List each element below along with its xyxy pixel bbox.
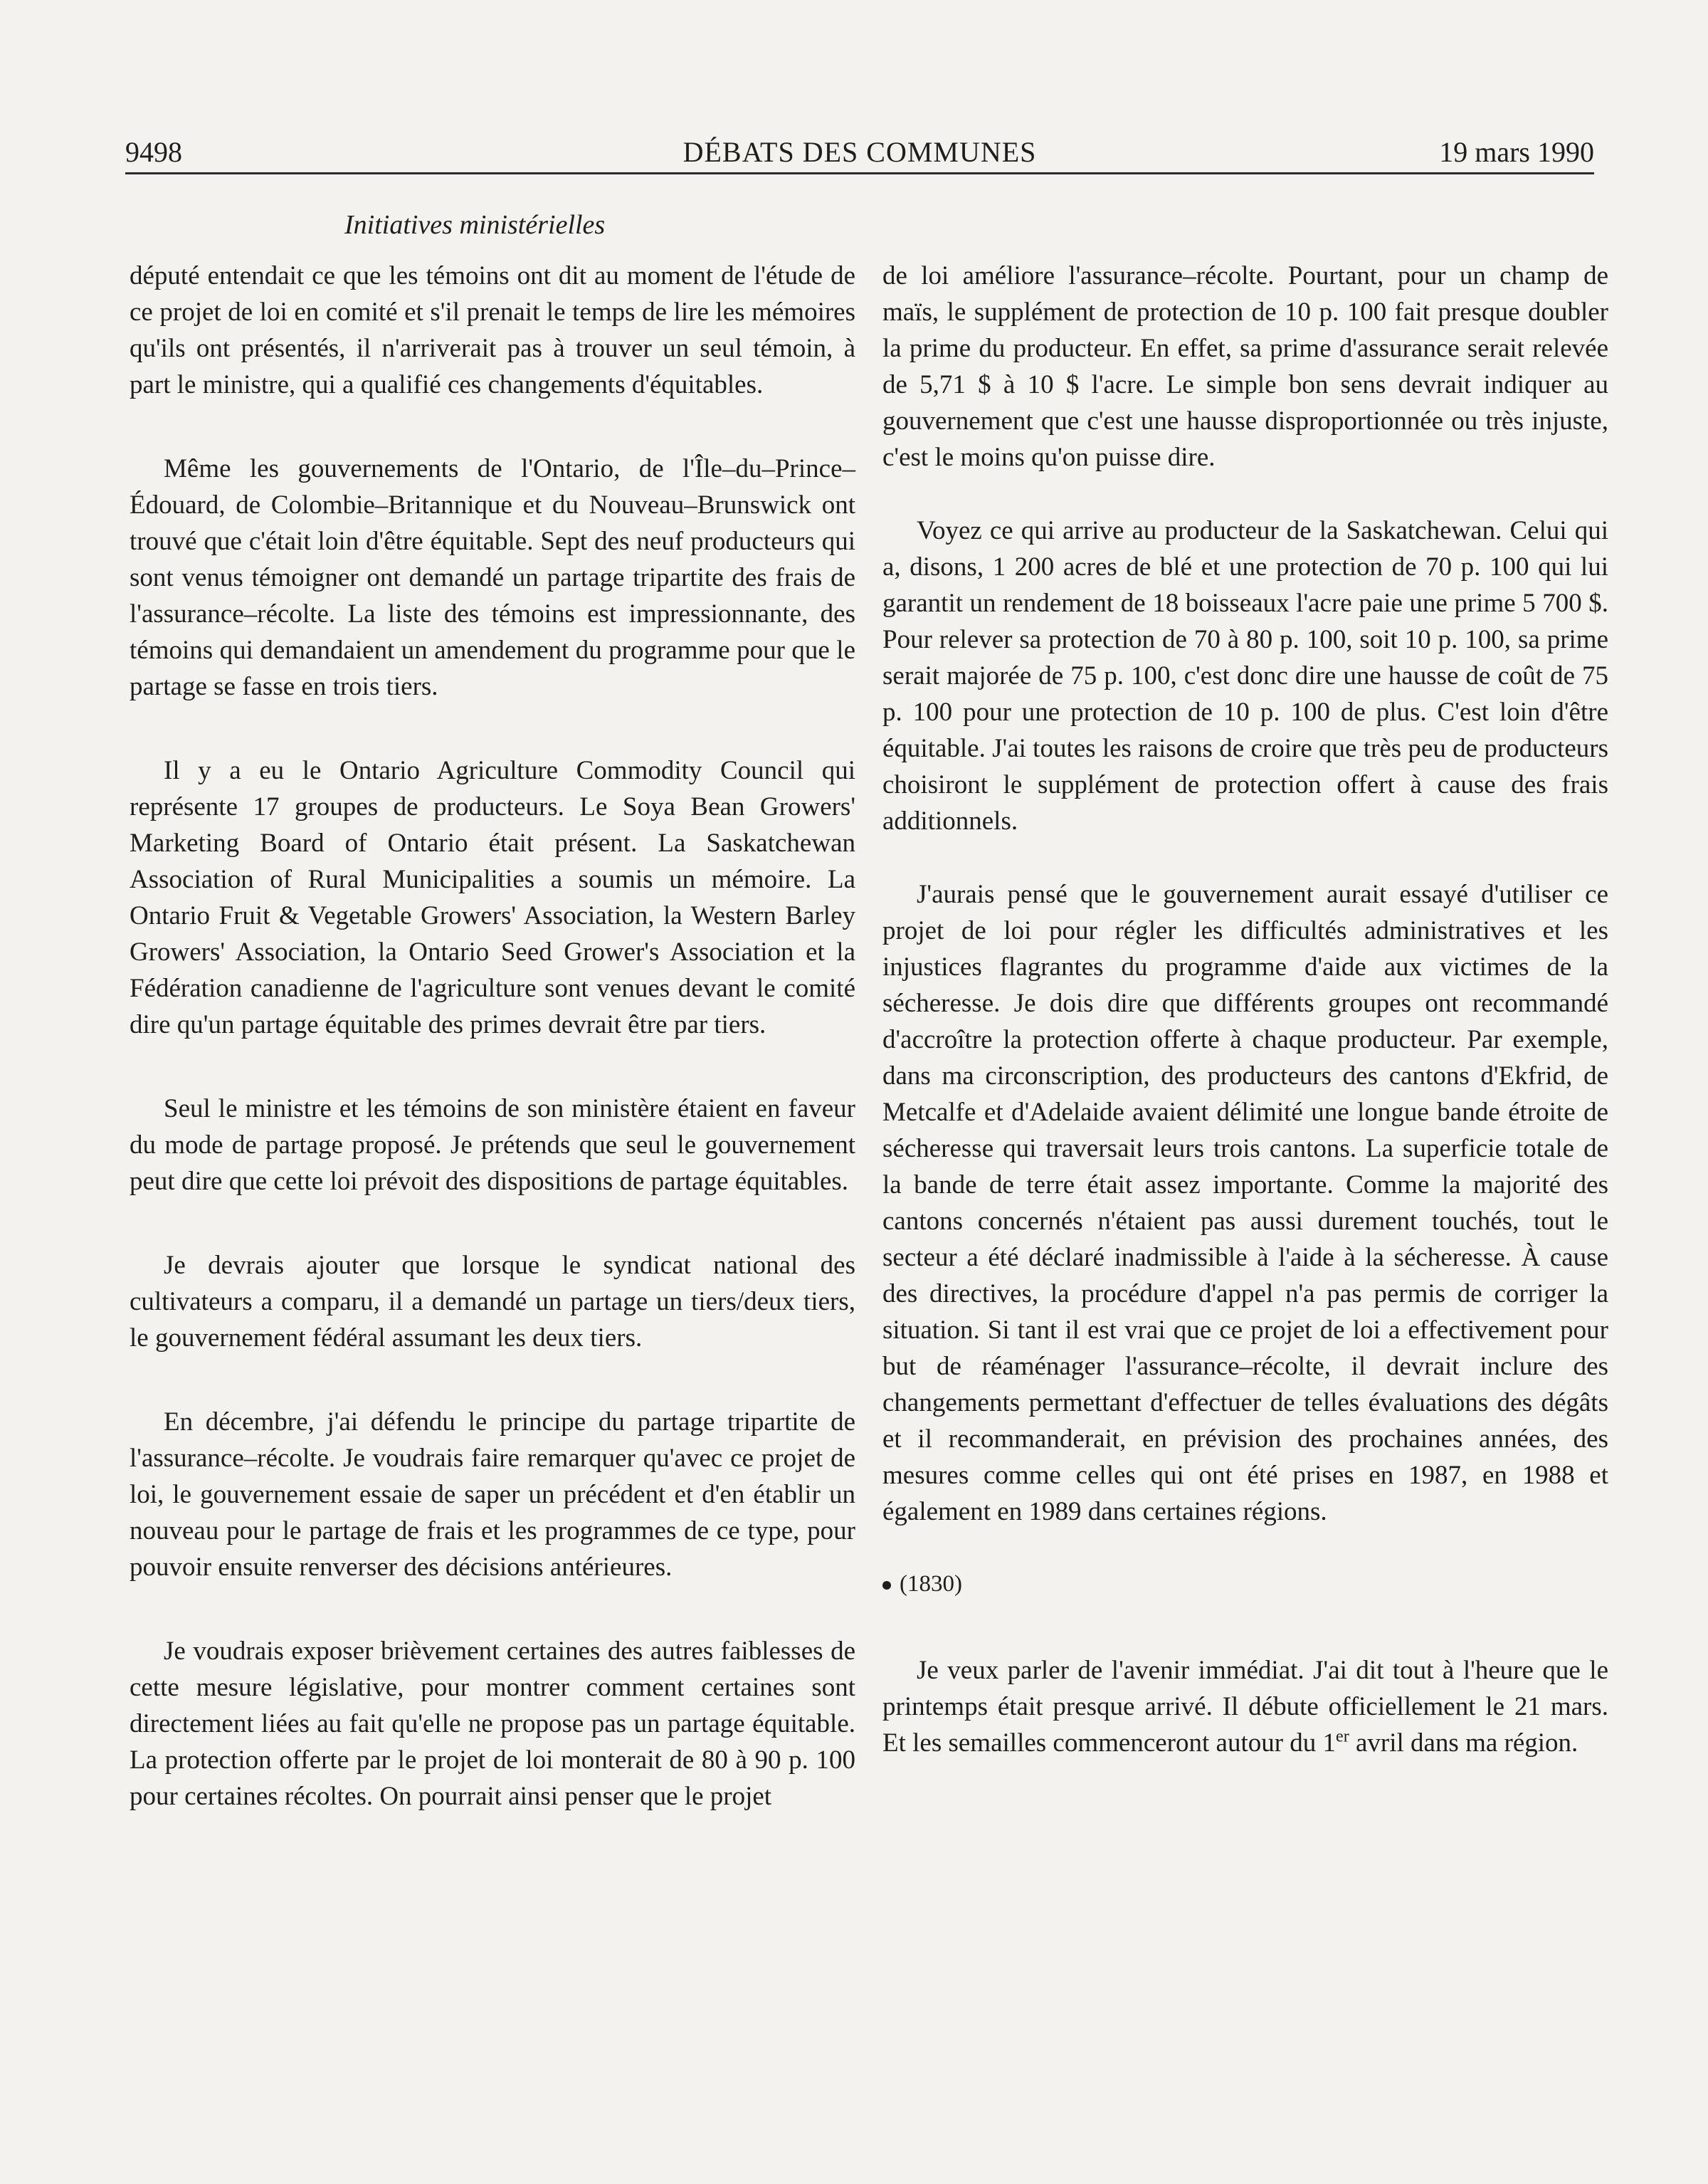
- paragraph: de loi améliore l'assurance–récolte. Pourtant, pour un champ de maïs, le supplément de protection de 10 p. 100 fait presque doubler la prime du producteur. En effet, sa prime d'assurance serait relevée de 5,71 $ à 10 $ l'acre. Le simple bon sens devrait indiquer au gouvernement que c'est une hausse disproportionnée ou très injuste, c'est le moins qu'on puisse dire.: [882, 261, 1608, 472]
- paragraph: Je voudrais exposer brièvement certaines des autres faiblesses de cette mesure législative, pour montrer comment certaines sont directement liées au fait qu'elle ne propose pas un partage équitable. La protection offerte par le projet de loi monterait de 80 à 90 p. 100 pour certaines récoltes. On pourrait ainsi penser que le projet: [130, 1637, 855, 1811]
- paragraph-text-end: avril dans ma région.: [1349, 1728, 1578, 1758]
- paragraph: député entendait ce que les témoins ont dit au moment de l'étude de ce projet de loi en comité et s'il prenait le temps de lire les mémoires qu'ils ont présentés, il n'arriverait pas à trouver un seul témoin, à part le ministre, qui a qualifié ces changements d'équitables.: [130, 261, 855, 399]
- page-header: [125, 132, 1594, 172]
- paragraph: Je devrais ajouter que lorsque le syndicat national des cultivateurs a comparu, il a demandé un partage un tiers/deux tiers, le gouvernement fédéral assumant les deux tiers.: [130, 1251, 855, 1353]
- ordinal-suffix: er: [1336, 1727, 1349, 1746]
- left-column: [130, 258, 855, 1815]
- bullet-icon: [882, 1581, 891, 1590]
- paragraph: Il y a eu le Ontario Agriculture Commodity Council qui représente 17 groupes de producteurs. Le Soya Bean Growers' Marketing Board of Ontario était présent. La Saskatchewan Association of Rural Municipalities a soumis un mémoire. La Ontario Fruit & Vegetable Growers' Association, la Western Barley Growers' Association, la Ontario Seed Grower's Association et la Fédération canadienne de l'agriculture sont venues devant le comité dire qu'un partage équitable des primes devrait être par tiers.: [130, 756, 855, 1039]
- paragraph: En décembre, j'ai défendu le principe du partage tripartite de l'assurance–récolte. Je voudrais faire remarquer qu'avec ce projet de loi, le gouvernement essaie de saper un précédent et d'en établir un nouveau pour le partage de frais et les programmes de ce type, pour pouvoir ensuite renverser des décisions antérieures.: [130, 1407, 855, 1582]
- right-column: [882, 258, 1608, 1761]
- paragraph: J'aurais pensé que le gouvernement aurait essayé d'utiliser ce projet de loi pour régler les difficultés administratives et les injustices flagrantes du programme d'aide aux victimes de la sécheresse. Je dois dire que différents groupes ont recommandé d'accroître la protection offerte à chaque producteur. Par exemple, dans ma circonscription, des producteurs des cantons d'Ekfrid, de Metcalfe et d'Adelaide avaient délimité une longue bande étroite de sécheresse qui traversait leurs trois cantons. La superficie totale de la bande de terre était assez importante. Comme la majorité des cantons concernés n'étaient pas aussi durement touchés, tout le secteur a été déclaré inadmissible à l'aide à la sécheresse. À cause des directives, la procédure d'appel n'a pas permis de corriger la situation. Si tant il est vrai que ce projet de loi a effectivement pour but de réaménager l'assurance–récolte, il devrait inclure des changements permettant d'effectuer de telles évaluations des dégâts et il recommanderait, en prévision des prochaines années, des mesures comme celles qui ont été prises en 1987, en 1988 et également en 1989 dans certaines régions.: [882, 880, 1608, 1526]
- time-marker: [882, 1567, 1608, 1601]
- paragraph: Seul le ministre et les témoins de son ministère étaient en faveur du mode de partage proposé. Je prétends que seul le gouvernement peut dire que cette loi prévoit des dispositions de partage équitables.: [130, 1094, 855, 1196]
- issue-date: 19 mars 1990: [1439, 136, 1594, 168]
- paragraph-text: Je veux parler de l'avenir immédiat. J'ai dit tout à l'heure que le printemps était presque arrivé. Il débute officiellement le 21 mars. Et les semailles commenceront autour du 1: [882, 1656, 1608, 1758]
- paragraph: [882, 1652, 1608, 1761]
- section-label: Initiatives ministérielles: [344, 210, 606, 240]
- time-marker-text: (1830): [900, 1571, 962, 1597]
- page-number: 9498: [125, 136, 182, 168]
- header-rule: [125, 172, 1594, 174]
- journal-title: DÉBATS DES COMMUNES: [682, 136, 1037, 168]
- paragraph: Même les gouvernements de l'Ontario, de l'Île–du–Prince–Édouard, de Colombie–Britannique et du Nouveau–Brunswick ont trouvé que c'était loin d'être équitable. Sept des neuf producteurs qui sont venus témoigner ont demandé un partage tripartite des frais de l'assurance–récolte. La liste des témoins est impressionnante, des témoins qui demandaient un amendement du programme pour que le partage se fasse en trois tiers.: [130, 454, 855, 701]
- paragraph: Voyez ce qui arrive au producteur de la Saskatchewan. Celui qui a, disons, 1 200 acres de blé et une protection de 70 p. 100 qui lui garantit un rendement de 18 boisseaux l'acre paie une prime 5 700 $. Pour relever sa protection de 70 à 80 p. 100, soit 10 p. 100, sa prime serait majorée de 75 p. 100, c'est donc dire une hausse de coût de 75 p. 100 pour une protection de 10 p. 100 de plus. C'est loin d'être équitable. J'ai toutes les raisons de croire que très peu de producteurs choisiront le supplément de protection offert à cause des frais additionnels.: [882, 516, 1608, 836]
